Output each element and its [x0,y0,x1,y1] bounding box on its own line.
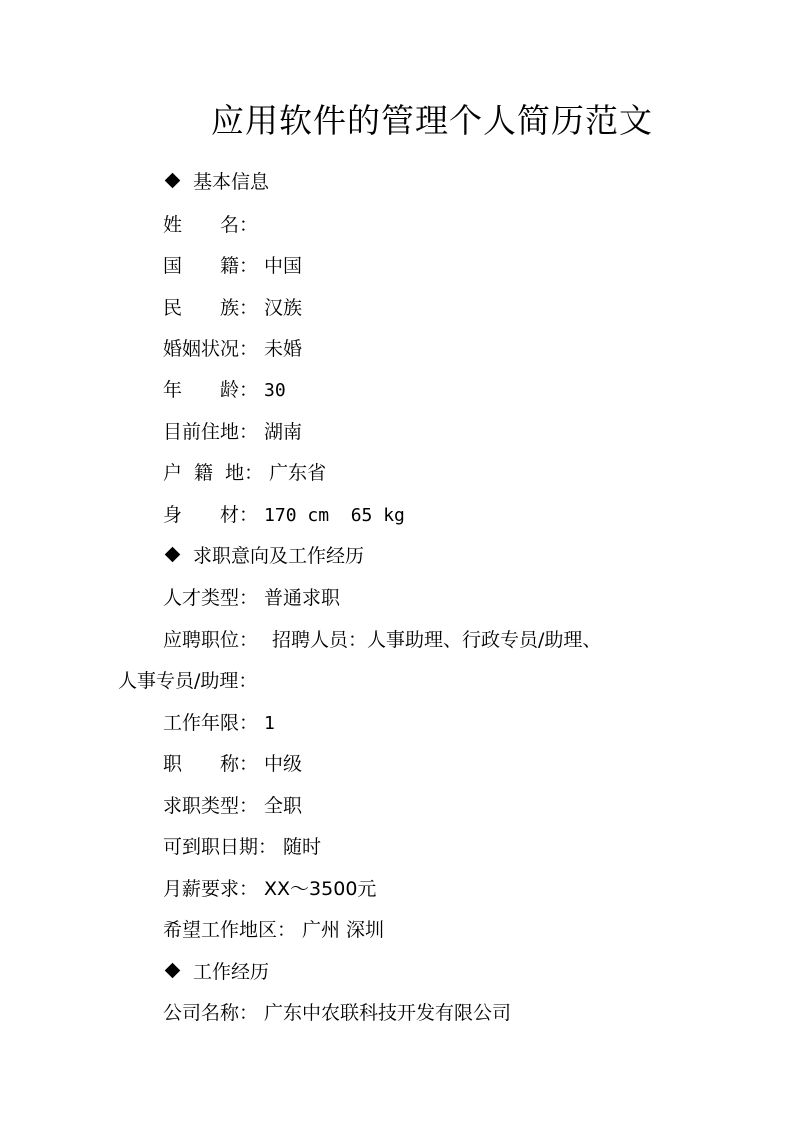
field-title [163,750,302,778]
field-value: 汉族 [264,297,303,319]
field-value: 广州 深圳 [302,919,385,941]
field-hukou [163,459,326,487]
section-title: 求职意向及工作经历 [193,545,365,567]
field-value: 中国 [264,255,303,277]
field-name [163,211,258,239]
field-value: 随时 [283,836,322,858]
field-marital-status [163,335,302,363]
section-heading-basic-info [163,168,269,196]
diamond-bullet-icon [165,547,181,563]
field-label: 人才类型： [163,587,259,609]
field-label: 工作年限： [163,712,259,734]
field-value: 30 [264,380,286,401]
field-label: 公司名称： [163,1002,259,1024]
field-position-continued: 人事专员/助理： [118,670,258,692]
section-title: 基本信息 [193,171,270,193]
field-value: 湖南 [264,421,303,443]
field-available-date [163,833,321,861]
field-position [163,626,601,654]
field-label: 可到职日期： [163,836,278,858]
field-location [163,916,384,944]
field-label: 婚姻状况： [163,338,259,360]
section-heading-job-intent [163,542,364,570]
field-label: 国 籍： [163,255,259,277]
field-label: 应聘职位： [163,629,259,651]
field-company [163,999,511,1027]
field-label: 职 称： [163,753,259,775]
field-salary [163,875,376,903]
field-label: 求职类型： [163,795,259,817]
page-title: 应用软件的管理个人简历范文 [211,101,653,140]
field-label: 身 材： [163,504,259,526]
field-label: 希望工作地区： [163,919,297,941]
field-value: XX～3500元 [264,878,377,900]
field-value: 全职 [264,795,303,817]
field-label: 月薪要求： [163,878,259,900]
field-label: 姓 名： [163,214,259,236]
field-nationality [163,252,302,280]
field-label: 目前住地： [163,421,259,443]
field-age [163,376,286,405]
field-value: 170 cm 65 kg [264,505,405,526]
field-residence [163,418,302,446]
field-ethnicity [163,294,302,322]
field-value: 招聘人员：人事助理、行政专员/助理、 [272,629,602,651]
field-value: 未婚 [264,338,303,360]
field-label: 民 族： [163,297,259,319]
field-value: 广东省 [269,462,327,484]
field-value: 普通求职 [264,587,341,609]
diamond-bullet-icon [165,173,181,189]
field-body [163,501,405,530]
field-value: 广东中农联科技开发有限公司 [264,1002,512,1024]
diamond-bullet-icon [165,963,181,979]
field-label: 年 龄： [163,379,259,401]
section-heading-work-experience [163,958,269,986]
field-years [163,709,275,738]
field-job-type [163,792,302,820]
section-title: 工作经历 [193,961,270,983]
field-label: 户 籍 地： [163,462,264,484]
field-talent-type [163,584,340,612]
field-value: 1 [264,713,275,734]
field-value: 中级 [264,753,303,775]
